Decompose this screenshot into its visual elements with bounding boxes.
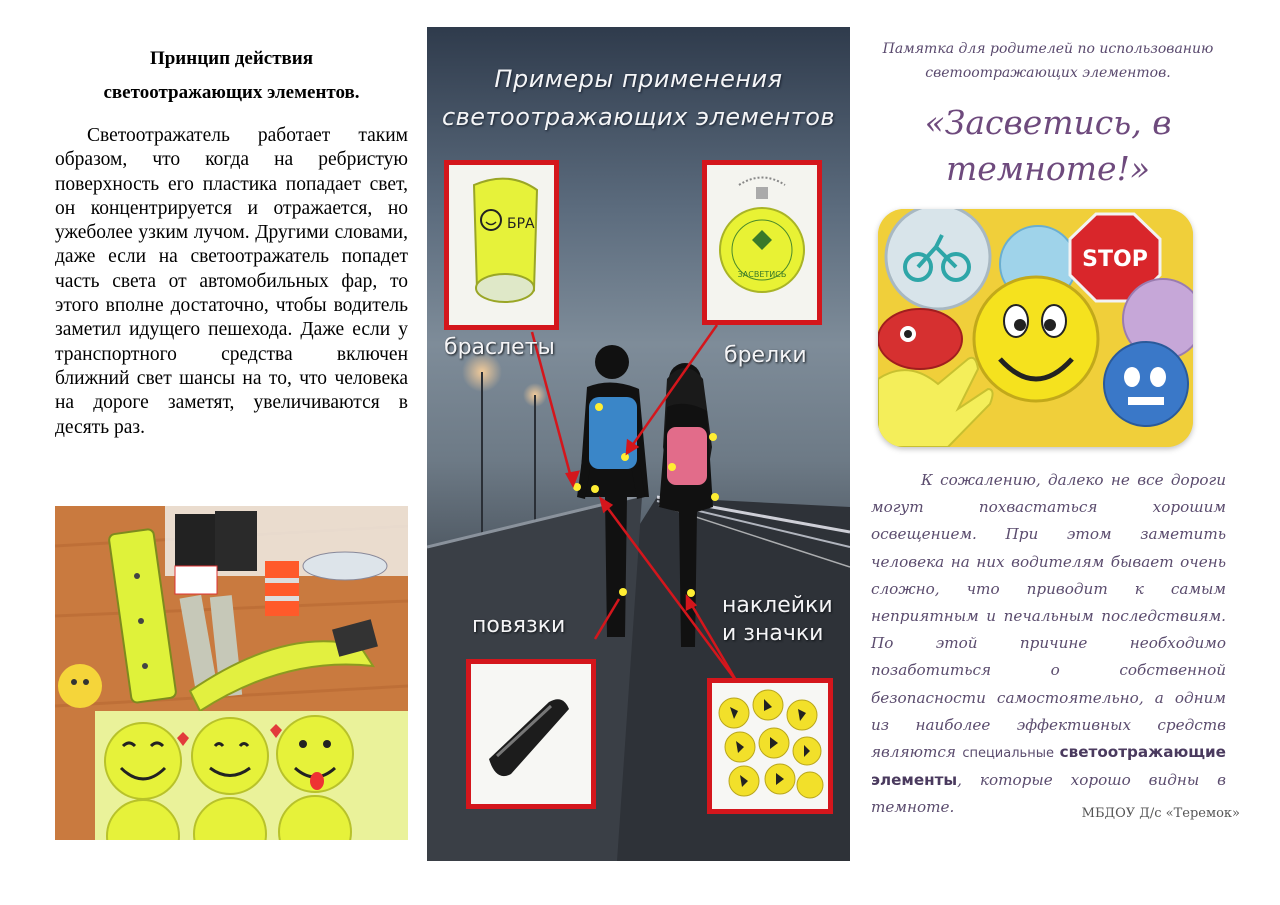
reflective-products-illustration xyxy=(55,506,408,840)
main-title-line2: темноте!» xyxy=(945,149,1151,188)
right-body-part1: К сожалению, далеко не все дороги могут похвастаться хорошим освещением. При этом заметить человека на них водителям бывает очень сложно, что приводит к самым неприятным и печальным последствиям. По этой причине необходимо позаботиться о собственной безопасности самостоятельно, а одним из наиболее эффективных средств являются xyxy=(871,471,1226,762)
stop-sign-text: STOP xyxy=(1082,247,1148,272)
label-stickers-line1: наклейки xyxy=(722,593,833,618)
reflective-examples-poster xyxy=(427,27,850,861)
right-body-part2: , которые хорошо видны в темноте. xyxy=(871,771,1226,817)
right-body-small: специальные xyxy=(962,746,1060,762)
stickers-example-frame xyxy=(707,678,833,814)
bracelet-print-text: БРА xyxy=(507,216,535,232)
reflective-badges-illustration xyxy=(878,209,1193,447)
label-armbands: повязки xyxy=(472,613,566,638)
label-bracelets: браслеты xyxy=(444,335,555,360)
left-title-line1: Принцип действия xyxy=(149,48,314,69)
label-stickers-line2: и значки xyxy=(722,621,824,646)
poster-heading-line2: светоотражающих элементов xyxy=(441,103,836,131)
memo-line2: светоотражающих элементов. xyxy=(925,65,1171,81)
armband-icon xyxy=(471,664,591,804)
right-body-text xyxy=(871,467,1226,822)
brochure-main-title xyxy=(870,100,1226,192)
label-keychains: брелки xyxy=(724,343,807,368)
main-title-line1: «Засветись, в xyxy=(924,103,1172,142)
armband-example-frame xyxy=(466,659,596,809)
poster-heading-line1: Примеры применения xyxy=(494,65,783,93)
right-body-highlight: светоотражающие элементы xyxy=(871,743,1226,790)
memo-line1: Памятка для родителей по использованию xyxy=(882,41,1214,57)
reflective-badges-photo xyxy=(878,209,1193,447)
bracelet-example-frame xyxy=(444,160,559,330)
keychain-example-frame xyxy=(702,160,822,325)
reflective-products-photo xyxy=(55,506,408,840)
organization-footer: МБДОУ Д/с «Теремок» xyxy=(1081,806,1240,821)
left-title-line2: светоотражающих элементов. xyxy=(103,82,360,103)
stickers-icon xyxy=(712,683,828,809)
keychain-print-text: ЗАСВЕТИСЬ xyxy=(737,270,787,279)
memo-subtitle xyxy=(870,37,1226,85)
keychain-icon xyxy=(707,165,817,320)
bracelet-icon xyxy=(449,165,554,325)
left-body-text: Светоотражатель работает таким образом, что когда на ребристую поверхность его пластика попадает свет, он концентрируется и отражается, но ужеболее узким лучом. Другими словами, даже если на светоотражатель попадет часть света от автомобильных фар, то этого вполне достаточно, чтобы водитель заметил идущего пешехода. Даже если у транспортного средства включен ближний свет шансы на то, что человека на дороге заметят, увеличиваются в десять раз. xyxy=(55,125,408,438)
left-section-title xyxy=(55,42,408,110)
